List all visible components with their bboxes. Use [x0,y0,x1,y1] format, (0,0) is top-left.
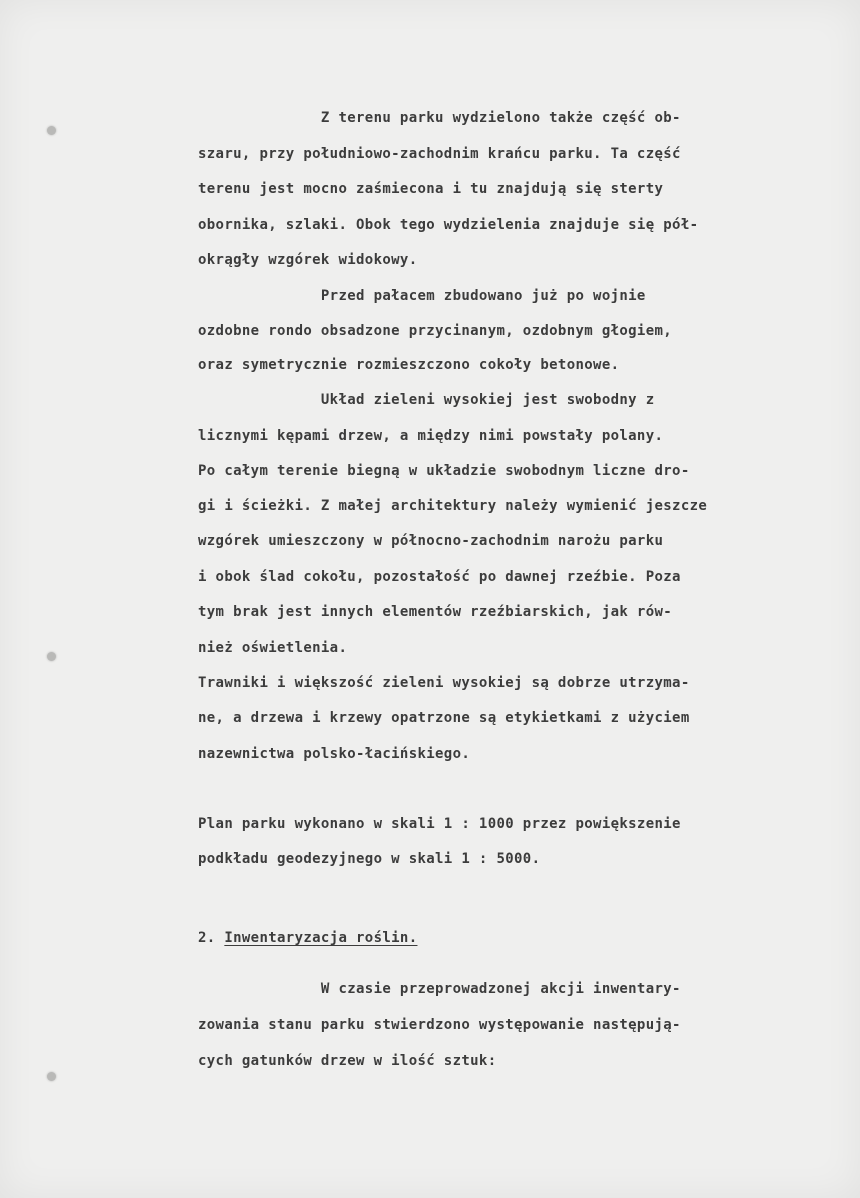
text-line: Trawniki i większość zieleni wysokiej są dobrze utrzyma- [198,675,690,691]
punch-hole [47,1072,56,1081]
text-line: wzgórek umieszczony w północno-zachodnim narożu parku [198,533,664,549]
text-line: cych gatunków drzew w ilość sztuk: [198,1053,497,1069]
text-line: obornika, szlaki. Obok tego wydzielenia znajduje się pół- [198,217,699,233]
punch-hole [47,126,56,135]
text-line: gi i ścieżki. Z małej architektury należy wymienić jeszcze [198,498,708,514]
text-line: ne, a drzewa i krzewy opatrzone są etykietkami z użyciem [198,710,690,726]
text-line: Plan parku wykonano w skali 1 : 1000 przez powiększenie [198,816,681,832]
section-heading [198,929,417,947]
text-line: okrągły wzgórek widokowy. [198,252,418,268]
punch-hole [47,652,56,661]
text-line: Przed pałacem zbudowano już po wojnie [198,288,646,304]
text-line: nież oświetlenia. [198,640,348,656]
text-line: Układ zieleni wysokiej jest swobodny z [198,392,655,408]
text-line: i obok ślad cokołu, pozostałość po dawnej rzeźbie. Poza [198,569,681,585]
text-line: szaru, przy południowo-zachodnim krańcu parku. Ta część [198,146,681,162]
text-line: W czasie przeprowadzonej akcji inwentary- [198,981,681,997]
section-heading-number: 2. [198,930,216,946]
text-line: podkładu geodezyjnego w skali 1 : 5000. [198,851,541,867]
text-line: terenu jest mocno zaśmiecona i tu znajdują się sterty [198,181,664,197]
text-line: Z terenu parku wydzielono także część ob- [198,110,681,126]
text-line: oraz symetrycznie rozmieszczono cokoły betonowe. [198,357,620,373]
section-heading-text: Inwentaryzacja roślin. [224,930,418,946]
text-line: Po całym terenie biegną w układzie swobodnym liczne dro- [198,463,690,479]
text-line: zowania stanu parku stwierdzono występowanie następują- [198,1017,681,1033]
text-line: tym brak jest innych elementów rzeźbiarskich, jak rów- [198,604,673,620]
text-line: licznymi kępami drzew, a między nimi powstały polany. [198,428,664,444]
text-line: nazewnictwa polsko-łacińskiego. [198,746,471,762]
text-line: ozdobne rondo obsadzone przycinanym, ozdobnym głogiem, [198,323,673,339]
